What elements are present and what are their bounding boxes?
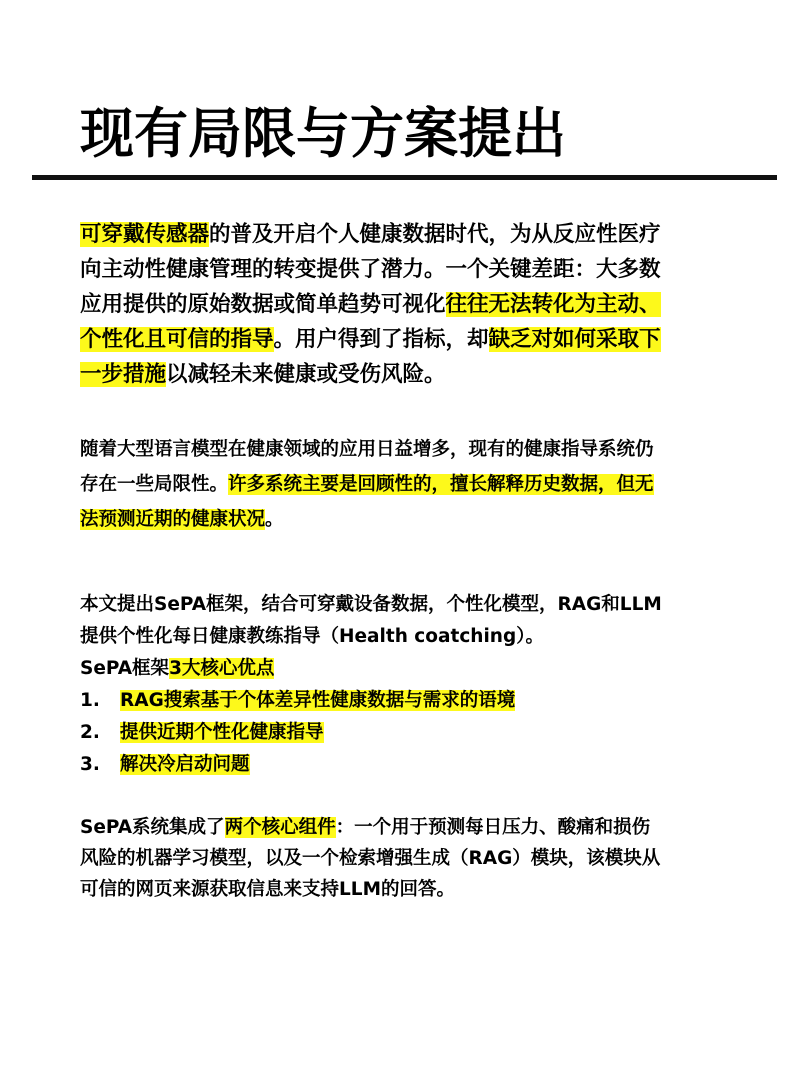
highlight-text: 3大核心优点 [169, 658, 275, 679]
highlight-text: 法预测近期的健康状况 [80, 509, 266, 530]
page-title: 现有局限与方案提出 [80, 102, 566, 165]
highlight-text: 一步措施 [80, 362, 167, 387]
text-line [80, 217, 740, 252]
text-span: 的普及开启个人健康数据时代，为从反应性医疗 [209, 222, 661, 247]
paragraph-proposal [80, 589, 740, 781]
highlight-text: 两个核心组件 [224, 817, 336, 838]
list-item [80, 717, 740, 749]
text-line [80, 812, 740, 843]
text-line: 随着大型语言模型在健康领域的应用日益增多，现有的健康指导系统仍 [80, 439, 654, 460]
text-line [80, 467, 740, 502]
list-item [80, 685, 740, 717]
text-line: 向主动性健康管理的转变提供了潜力。一个关键差距：大多数 [80, 257, 661, 282]
highlight-text: 许多系统主要是回顾性的，擅长解释历史数据，但无 [228, 474, 654, 495]
text-span: 。 [265, 509, 284, 530]
text-span: SePA系统集成了 [80, 817, 225, 838]
paragraph-components [80, 812, 740, 905]
text-span: SePA框架 [80, 658, 170, 679]
highlight-text: 个性化且可信的指导 [80, 327, 274, 352]
paragraph-limitations [80, 432, 740, 537]
text-span: ：一个用于预测每日压力、酸痛和损伤 [335, 817, 651, 838]
list-item [80, 749, 740, 781]
highlight-text: 缺乏对如何采取下 [488, 327, 661, 352]
text-line [80, 287, 740, 322]
highlight-text: 可穿戴传感器 [80, 222, 210, 247]
text-line: 风险的机器学习模型，以及一个检索增强生成（RAG）模块，该模块从 [80, 848, 661, 869]
paragraph-intro [80, 217, 740, 392]
text-line [80, 357, 740, 392]
text-span: 。用户得到了指标，却 [273, 327, 489, 352]
highlight-text: 提供近期个性化健康指导 [120, 722, 324, 743]
list-number: 2. [80, 722, 100, 743]
text-line: 提供个性化每日健康教练指导（Health coatching）。 [80, 626, 544, 647]
text-line [80, 502, 740, 537]
text-span: 应用提供的原始数据或简单趋势可视化 [80, 292, 446, 317]
highlight-text: RAG搜索基于个体差异性健康数据与需求的语境 [120, 690, 516, 711]
list-number: 1. [80, 690, 100, 711]
text-line [80, 653, 740, 685]
text-line: 可信的网页来源获取信息来支持LLM的回答。 [80, 879, 455, 900]
highlight-text: 解决冷启动问题 [120, 754, 250, 775]
text-span: 以减轻未来健康或受伤风险。 [166, 362, 446, 387]
text-span: 存在一些局限性。 [80, 474, 229, 495]
highlight-text: 往往无法转化为主动、 [445, 292, 661, 317]
list-number: 3. [80, 754, 100, 775]
title-divider [32, 175, 777, 180]
text-line: 本文提出SePA框架，结合可穿戴设备数据，个性化模型，RAG和LLM [80, 594, 662, 615]
text-line [80, 322, 740, 357]
